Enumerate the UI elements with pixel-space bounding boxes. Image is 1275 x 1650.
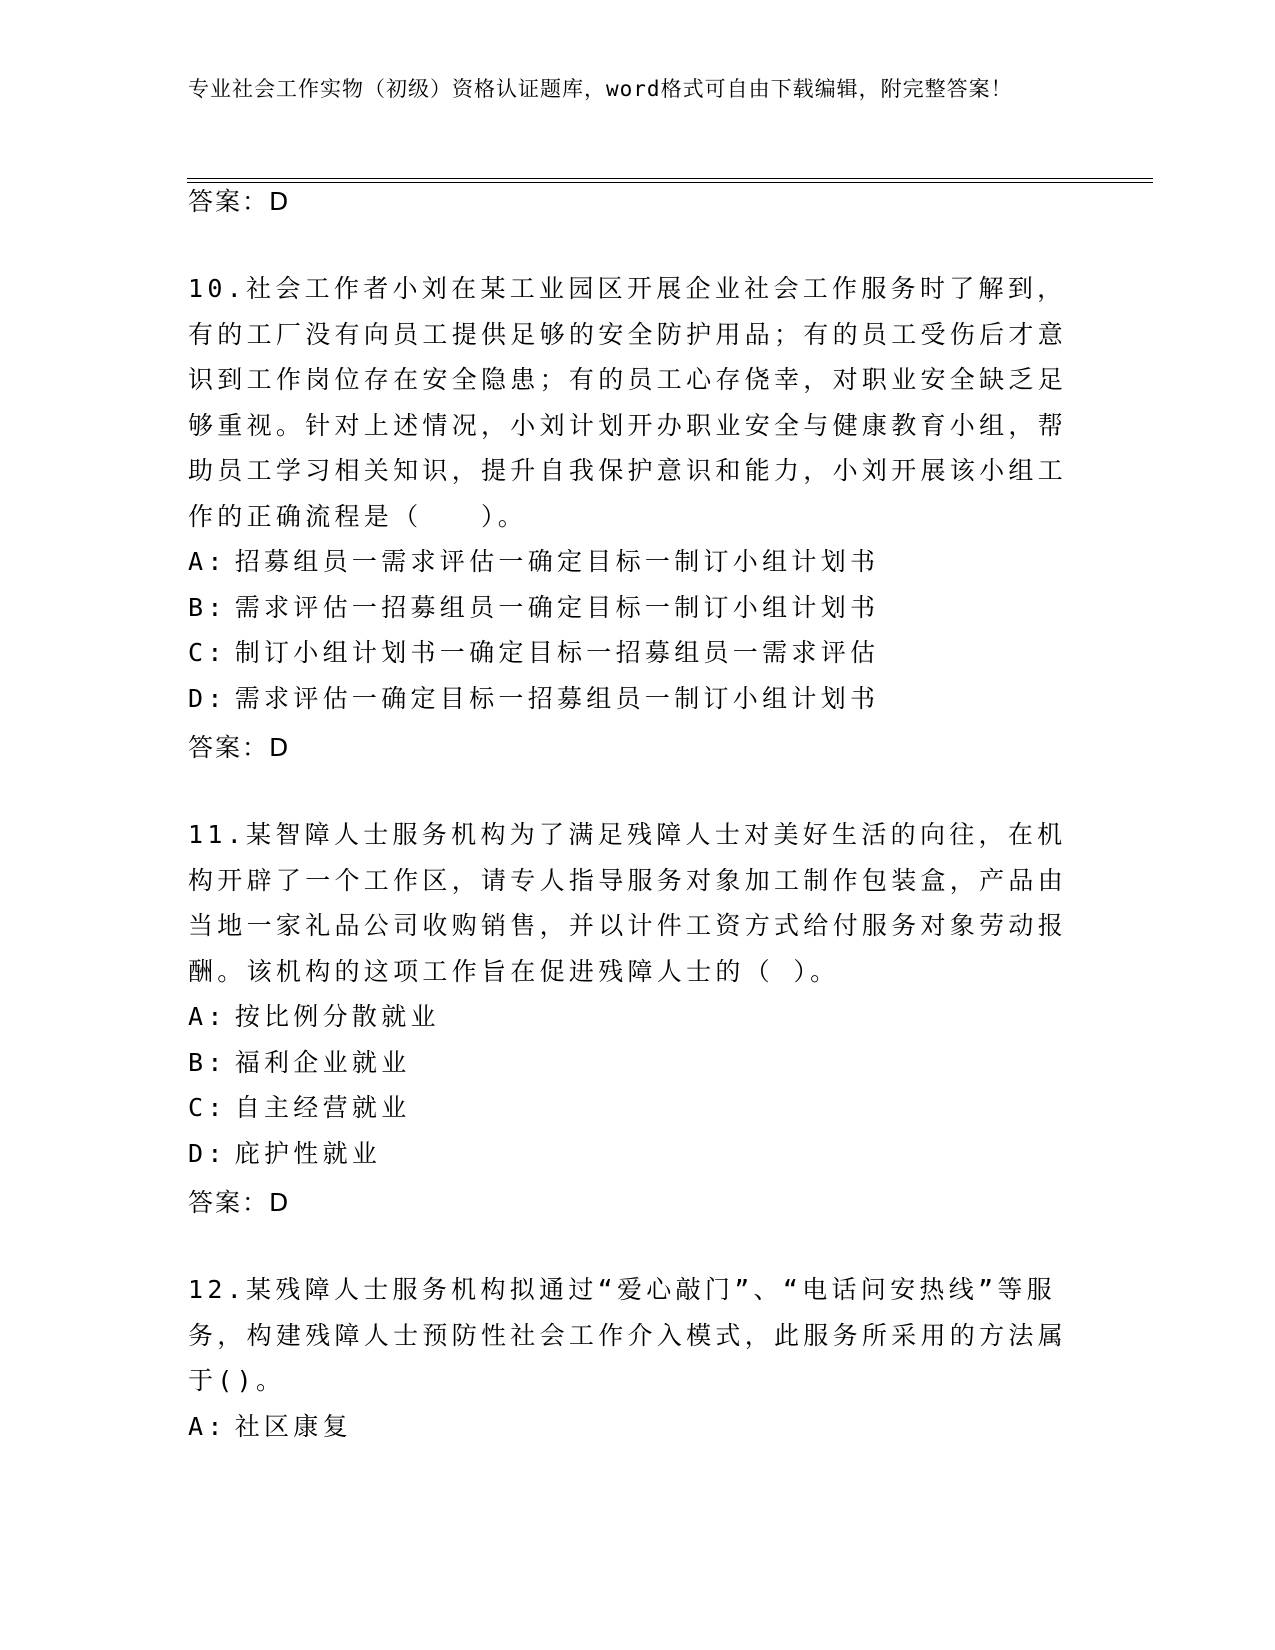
- question-10: [188, 266, 1068, 721]
- question-11: [188, 812, 1068, 1176]
- option-text: 庇护性就业: [234, 1138, 382, 1168]
- option-a: [188, 539, 1068, 585]
- question-11-answer: 答案：D: [188, 1188, 291, 1217]
- header-divider-bottom: [187, 182, 1153, 183]
- question-stem: 11.某智障人士服务机构为了满足残障人士对美好生活的向往，在机构开辟了一个工作区，请专人指导服务对象加工制作包装盒，产品由当地一家礼品公司收购销售，并以计件工资方式给付服务对象劳动报酬。该机构的这项工作旨在促进残障人士的（ ）。: [188, 820, 1068, 986]
- option-a: [188, 1404, 1068, 1450]
- option-key: A:: [188, 547, 227, 576]
- option-c: [188, 1085, 1068, 1131]
- option-key: B:: [188, 592, 227, 622]
- question-stem: 10.社会工作者小刘在某工业园区开展企业社会工作服务时了解到，有的工厂没有向员工提供足够的安全防护用品；有的员工受伤后才意识到工作岗位存在安全隐患；有的员工心存侥幸，对职业安全缺乏足够重视。针对上述情况，小刘计划开办职业安全与健康教育小组，帮助员工学习相关知识，提升自我保护意识和能力，小刘开展该小组工作的正确流程是（ ）。: [188, 274, 1068, 531]
- option-a: [188, 994, 1068, 1040]
- option-d: [188, 676, 1068, 722]
- option-key: D:: [188, 683, 227, 713]
- option-key: D:: [188, 1138, 227, 1168]
- option-key: B:: [188, 1047, 227, 1077]
- option-text: 需求评估一确定目标一招募组员一制订小组计划书: [234, 683, 880, 713]
- option-key: A:: [188, 1002, 227, 1031]
- option-text: 制订小组计划书一确定目标一招募组员一需求评估: [234, 638, 880, 667]
- question-12: [188, 1267, 1068, 1449]
- option-c: [188, 630, 1068, 676]
- option-b: [188, 1040, 1068, 1086]
- option-d: [188, 1131, 1068, 1177]
- option-text: 自主经营就业: [234, 1093, 411, 1122]
- document-header: 专业社会工作实物（初级）资格认证题库，word格式可自由下载编辑，附完整答案！: [188, 77, 1013, 101]
- option-text: 社区康复: [234, 1411, 352, 1441]
- option-key: C:: [188, 1093, 227, 1122]
- question-10-answer: 答案：D: [188, 733, 291, 762]
- option-text: 需求评估一招募组员一确定目标一制订小组计划书: [234, 592, 880, 622]
- option-key: C:: [188, 638, 227, 667]
- option-text: 招募组员一需求评估一确定目标一制订小组计划书: [234, 547, 880, 576]
- question-stem: 12.某残障人士服务机构拟通过“爱心敲门”、“电话问安热线”等服务，构建残障人士预防性社会工作介入模式，此服务所采用的方法属于()。: [188, 1275, 1068, 1395]
- option-text: 福利企业就业: [234, 1047, 411, 1077]
- option-key: A:: [188, 1411, 227, 1441]
- option-text: 按比例分散就业: [234, 1002, 440, 1031]
- option-b: [188, 585, 1068, 631]
- previous-answer: 答案：D: [188, 187, 291, 216]
- header-divider-top: [187, 178, 1153, 179]
